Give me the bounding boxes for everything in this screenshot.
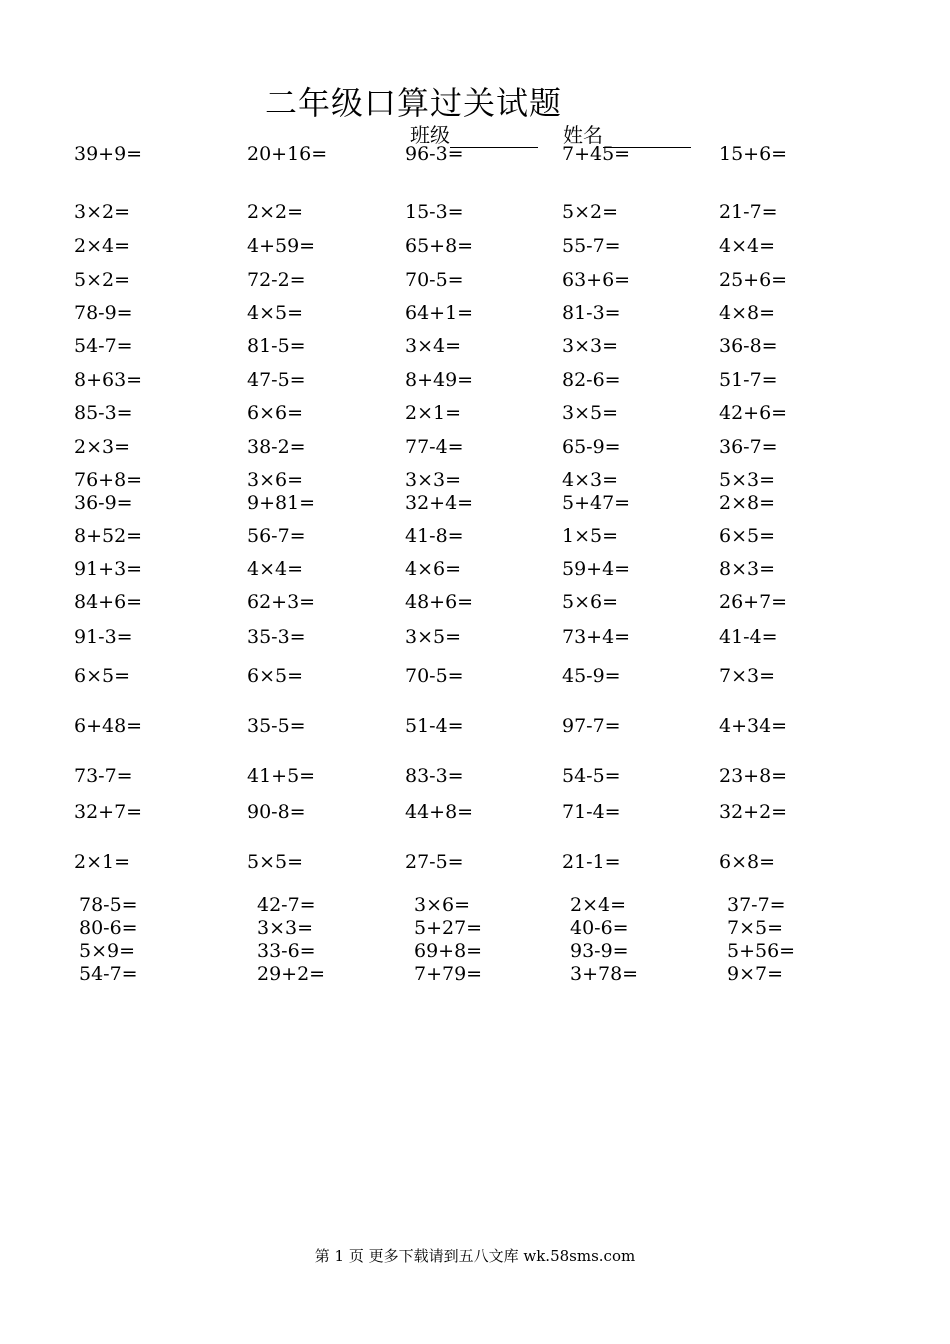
- problem-item: 70-5=: [405, 269, 464, 291]
- problem-item: 23+8=: [719, 765, 788, 787]
- problem-item: 80-6=: [79, 917, 138, 939]
- problem-item: 90-8=: [247, 801, 306, 823]
- problem-item: 36-9=: [74, 492, 133, 514]
- problem-row: [0, 524, 950, 548]
- problem-row: [0, 557, 950, 581]
- problem-item: 70-5=: [405, 665, 464, 687]
- problem-item: 1×5=: [562, 525, 619, 547]
- problem-row: [0, 334, 950, 358]
- problem-item: 6×5=: [247, 665, 304, 687]
- problem-item: 25+6=: [719, 269, 788, 291]
- problem-item: 21-1=: [562, 851, 621, 873]
- problem-item: 37-7=: [727, 894, 786, 916]
- problem-item: 7×5=: [727, 917, 784, 939]
- problem-item: 82-6=: [562, 369, 621, 391]
- problem-item: 44+8=: [405, 801, 474, 823]
- name-label: 姓名: [563, 123, 603, 147]
- problem-item: 73-7=: [74, 765, 133, 787]
- problem-item: 65-9=: [562, 436, 621, 458]
- problem-row: [0, 468, 950, 492]
- problem-item: 5×2=: [74, 269, 131, 291]
- problem-item: 6×5=: [719, 525, 776, 547]
- problem-item: 83-3=: [405, 765, 464, 787]
- problem-item: 4×5=: [247, 302, 304, 324]
- problem-item: 3×6=: [247, 469, 304, 491]
- problem-item: 41-4=: [719, 626, 778, 648]
- problem-item: 5+27=: [414, 917, 483, 939]
- problem-item: 78-9=: [74, 302, 133, 324]
- problem-item: 5×2=: [562, 201, 619, 223]
- problem-row: [0, 301, 950, 325]
- problem-item: 36-8=: [719, 335, 778, 357]
- problem-item: 62+3=: [247, 591, 316, 613]
- problem-item: 63+6=: [562, 269, 631, 291]
- problem-item: 3×3=: [257, 917, 314, 939]
- problem-item: 48+6=: [405, 591, 474, 613]
- problem-row: [0, 625, 950, 649]
- problem-item: 41+5=: [247, 765, 316, 787]
- problem-item: 9×7=: [727, 963, 784, 985]
- problem-item: 5+56=: [727, 940, 796, 962]
- problem-row: [0, 850, 950, 874]
- problem-item: 5+47=: [562, 492, 631, 514]
- problem-item: 42-7=: [257, 894, 316, 916]
- problem-item: 4+59=: [247, 235, 316, 257]
- problem-item: 5×6=: [562, 591, 619, 613]
- problem-item: 45-9=: [562, 665, 621, 687]
- problem-item: 4+34=: [719, 715, 788, 737]
- problem-row: [0, 401, 950, 425]
- problem-item: 3+78=: [570, 963, 639, 985]
- problem-item: 42+6=: [719, 402, 788, 424]
- problem-item: 27-5=: [405, 851, 464, 873]
- problem-item: 4×4=: [247, 558, 304, 580]
- problem-item: 8×3=: [719, 558, 776, 580]
- problem-item: 65+8=: [405, 235, 474, 257]
- problem-item: 5×5=: [247, 851, 304, 873]
- problem-item: 93-9=: [570, 940, 629, 962]
- problem-item: 54-7=: [74, 335, 133, 357]
- problem-row: [0, 893, 950, 917]
- problem-row: [0, 664, 950, 688]
- problem-item: 59+4=: [562, 558, 631, 580]
- problem-item: 91-3=: [74, 626, 133, 648]
- problem-item: 2×2=: [247, 201, 304, 223]
- problem-item: 2×1=: [405, 402, 462, 424]
- problem-item: 8+49=: [405, 369, 474, 391]
- problem-item: 69+8=: [414, 940, 483, 962]
- problem-item: 4×3=: [562, 469, 619, 491]
- problem-item: 21-7=: [719, 201, 778, 223]
- problem-item: 3×3=: [405, 469, 462, 491]
- problem-item: 7+79=: [414, 963, 483, 985]
- problem-item: 4×6=: [405, 558, 462, 580]
- problem-item: 6×8=: [719, 851, 776, 873]
- problem-row: [0, 962, 950, 986]
- problem-item: 47-5=: [247, 369, 306, 391]
- problem-item: 5×9=: [79, 940, 136, 962]
- page-footer: 第 1 页 更多下载请到五八文库 wk.58sms.com: [314, 1247, 636, 1265]
- problem-item: 32+4=: [405, 492, 474, 514]
- problem-row: [0, 939, 950, 963]
- class-label: 班级: [410, 123, 450, 147]
- problem-item: 81-3=: [562, 302, 621, 324]
- problem-item: 2×8=: [719, 492, 776, 514]
- problem-item: 36-7=: [719, 436, 778, 458]
- problem-item: 6×5=: [74, 665, 131, 687]
- problem-item: 7+45=: [562, 143, 631, 165]
- problem-item: 29+2=: [257, 963, 326, 985]
- problem-item: 2×1=: [74, 851, 131, 873]
- problem-item: 5×3=: [719, 469, 776, 491]
- problem-item: 3×6=: [414, 894, 471, 916]
- problem-item: 56-7=: [247, 525, 306, 547]
- problem-item: 2×4=: [570, 894, 627, 916]
- problem-row: [0, 200, 950, 224]
- problem-item: 3×5=: [405, 626, 462, 648]
- problem-item: 20+16=: [247, 143, 328, 165]
- problem-item: 76+8=: [74, 469, 143, 491]
- problem-row: [0, 800, 950, 824]
- problem-item: 96-3=: [405, 143, 464, 165]
- problem-item: 9+81=: [247, 492, 316, 514]
- problem-item: 8+63=: [74, 369, 143, 391]
- problem-item: 38-2=: [247, 436, 306, 458]
- problem-row: [0, 368, 950, 392]
- problem-item: 4×4=: [719, 235, 776, 257]
- page-title: 二年级口算过关试题: [265, 84, 563, 122]
- problem-item: 85-3=: [74, 402, 133, 424]
- problem-item: 15+6=: [719, 143, 788, 165]
- problem-row: [0, 234, 950, 258]
- problem-item: 84+6=: [74, 591, 143, 613]
- problem-row: [0, 764, 950, 788]
- problem-item: 51-4=: [405, 715, 464, 737]
- problem-item: 2×3=: [74, 436, 131, 458]
- problem-item: 26+7=: [719, 591, 788, 613]
- problem-item: 7×3=: [719, 665, 776, 687]
- problem-row: [0, 714, 950, 738]
- problem-row: [0, 268, 950, 292]
- problem-item: 3×3=: [562, 335, 619, 357]
- problem-item: 55-7=: [562, 235, 621, 257]
- problem-item: 3×4=: [405, 335, 462, 357]
- problem-item: 39+9=: [74, 143, 143, 165]
- problem-row: [0, 590, 950, 614]
- problem-item: 2×4=: [74, 235, 131, 257]
- problem-row: [0, 916, 950, 940]
- problem-item: 32+7=: [74, 801, 143, 823]
- problem-item: 77-4=: [405, 436, 464, 458]
- problem-item: 8+52=: [74, 525, 143, 547]
- problem-item: 15-3=: [405, 201, 464, 223]
- problem-item: 41-8=: [405, 525, 464, 547]
- problem-item: 35-3=: [247, 626, 306, 648]
- problem-item: 32+2=: [719, 801, 788, 823]
- problem-item: 78-5=: [79, 894, 138, 916]
- problem-item: 6×6=: [247, 402, 304, 424]
- problem-item: 40-6=: [570, 917, 629, 939]
- problem-row: [0, 142, 950, 166]
- problem-item: 51-7=: [719, 369, 778, 391]
- problem-item: 6+48=: [74, 715, 143, 737]
- problem-item: 3×2=: [74, 201, 131, 223]
- problem-item: 71-4=: [562, 801, 621, 823]
- problem-item: 33-6=: [257, 940, 316, 962]
- problem-item: 35-5=: [247, 715, 306, 737]
- problem-item: 54-5=: [562, 765, 621, 787]
- problem-item: 91+3=: [74, 558, 143, 580]
- problem-item: 81-5=: [247, 335, 306, 357]
- problem-item: 97-7=: [562, 715, 621, 737]
- problem-item: 73+4=: [562, 626, 631, 648]
- problem-item: 64+1=: [405, 302, 474, 324]
- problem-item: 72-2=: [247, 269, 306, 291]
- problem-row: [0, 435, 950, 459]
- problem-item: 4×8=: [719, 302, 776, 324]
- problem-item: 54-7=: [79, 963, 138, 985]
- problem-item: 3×5=: [562, 402, 619, 424]
- problem-row: [0, 491, 950, 515]
